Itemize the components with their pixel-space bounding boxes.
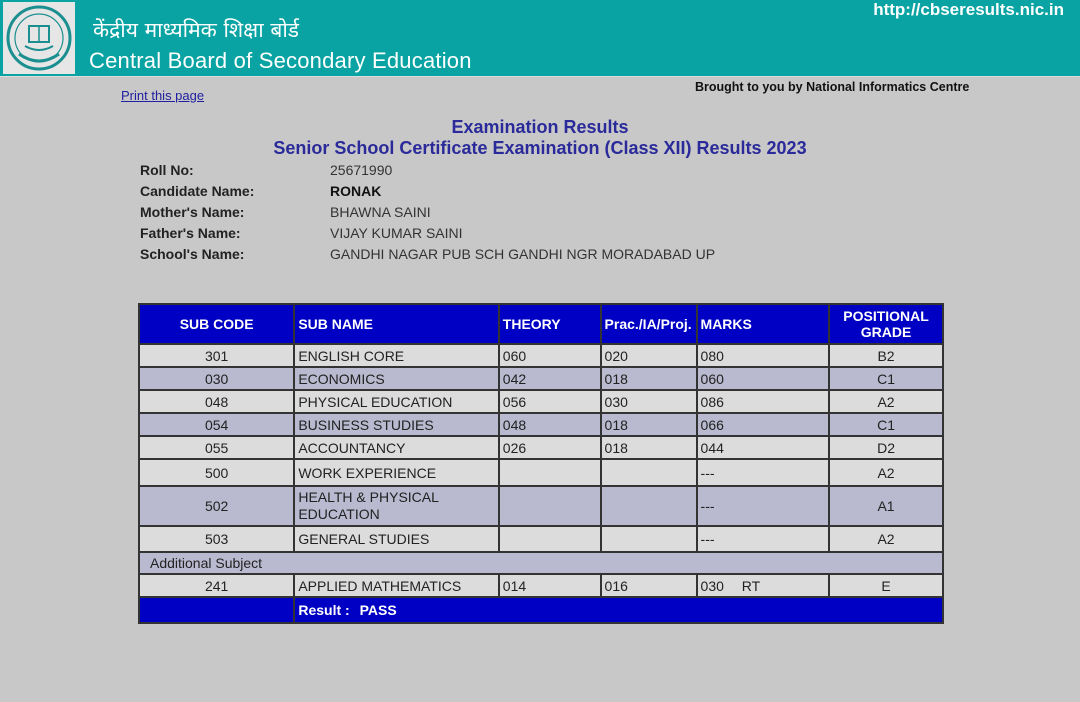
positional-grade: E bbox=[829, 574, 943, 597]
sub-name: PHYSICAL EDUCATION bbox=[294, 390, 498, 413]
positional-grade: C1 bbox=[829, 413, 943, 436]
marks-note: RT bbox=[741, 577, 761, 594]
total-marks: 044 bbox=[697, 436, 830, 459]
theory-marks: 014 bbox=[499, 574, 601, 597]
page-title: Examination Results bbox=[451, 117, 629, 137]
positional-grade: A1 bbox=[829, 486, 943, 526]
theory-marks bbox=[499, 526, 601, 552]
sub-code: 301 bbox=[139, 344, 294, 367]
table-header-row bbox=[139, 304, 943, 344]
theory-marks: 056 bbox=[499, 390, 601, 413]
mother-name: BHAWNA SAINI bbox=[330, 204, 431, 220]
marks-table bbox=[138, 303, 944, 624]
theory-marks: 026 bbox=[499, 436, 601, 459]
positional-grade: D2 bbox=[829, 436, 943, 459]
result-spacer bbox=[139, 597, 294, 623]
total-marks: 030 bbox=[700, 577, 724, 594]
sub-name: ACCOUNTANCY bbox=[294, 436, 498, 459]
info-label: Roll No: bbox=[140, 162, 194, 178]
practical-marks: 018 bbox=[601, 367, 697, 390]
nic-credit: Brought to you by National Informatics Centre bbox=[695, 80, 970, 94]
sub-code: 054 bbox=[139, 413, 294, 436]
result-cell bbox=[294, 597, 943, 623]
board-name-english: Central Board of Secondary Education bbox=[89, 48, 472, 73]
header-sub-code: SUB CODE bbox=[139, 304, 294, 344]
result-row bbox=[139, 597, 943, 623]
table-row bbox=[139, 436, 943, 459]
info-label: Mother's Name: bbox=[140, 204, 245, 220]
total-marks: 080 bbox=[697, 344, 830, 367]
result-value: PASS bbox=[359, 602, 397, 618]
theory-marks bbox=[499, 486, 601, 526]
table-row bbox=[139, 344, 943, 367]
total-marks: --- bbox=[697, 486, 830, 526]
info-label: Candidate Name: bbox=[140, 183, 255, 199]
school-name: GANDHI NAGAR PUB SCH GANDHI NGR MORADABAD UP bbox=[330, 246, 716, 262]
positional-grade: A2 bbox=[829, 390, 943, 413]
header-grade: GRADE bbox=[860, 324, 912, 340]
additional-subject-row bbox=[139, 552, 943, 574]
theory-marks: 048 bbox=[499, 413, 601, 436]
sub-name: ENGLISH CORE bbox=[294, 344, 498, 367]
sub-name: ECONOMICS bbox=[294, 367, 498, 390]
practical-marks bbox=[601, 526, 697, 552]
total-marks: 086 bbox=[697, 390, 830, 413]
result-label: Result : bbox=[298, 602, 350, 618]
positional-grade: B2 bbox=[829, 344, 943, 367]
positional-grade: A2 bbox=[829, 526, 943, 552]
sub-name: HEALTH & PHYSICAL EDUCATION bbox=[294, 486, 498, 526]
header-positional-grade bbox=[829, 304, 943, 344]
cbse-emblem-icon bbox=[3, 2, 75, 74]
practical-marks: 030 bbox=[601, 390, 697, 413]
positional-grade: C1 bbox=[829, 367, 943, 390]
print-page-link[interactable]: Print this page bbox=[121, 88, 205, 103]
sub-name: APPLIED MATHEMATICS bbox=[294, 574, 498, 597]
positional-grade: A2 bbox=[829, 459, 943, 486]
sub-code: 500 bbox=[139, 459, 294, 486]
sub-code: 048 bbox=[139, 390, 294, 413]
site-url: http://cbseresults.nic.in bbox=[873, 0, 1064, 19]
table-row bbox=[139, 390, 943, 413]
additional-subject-label: Additional Subject bbox=[139, 552, 943, 574]
info-label: Father's Name: bbox=[140, 225, 241, 241]
sub-name: BUSINESS STUDIES bbox=[294, 413, 498, 436]
header-theory: THEORY bbox=[499, 304, 601, 344]
sub-name: GENERAL STUDIES bbox=[294, 526, 498, 552]
total-marks: 066 bbox=[697, 413, 830, 436]
total-marks: --- bbox=[697, 459, 830, 486]
table-row bbox=[139, 459, 943, 486]
practical-marks: 016 bbox=[601, 574, 697, 597]
candidate-name: RONAK bbox=[330, 183, 382, 199]
total-marks: 060 bbox=[697, 367, 830, 390]
table-row bbox=[139, 413, 943, 436]
total-marks: --- bbox=[697, 526, 830, 552]
board-name-hindi: केंद्रीय माध्यमिक शिक्षा बोर्ड bbox=[93, 18, 300, 42]
sub-code: 503 bbox=[139, 526, 294, 552]
theory-marks: 060 bbox=[499, 344, 601, 367]
header-sub-name: SUB NAME bbox=[294, 304, 498, 344]
table-row bbox=[139, 367, 943, 390]
header-marks: MARKS bbox=[697, 304, 830, 344]
practical-marks bbox=[601, 486, 697, 526]
sub-code: 055 bbox=[139, 436, 294, 459]
practical-marks: 018 bbox=[601, 436, 697, 459]
theory-marks: 042 bbox=[499, 367, 601, 390]
practical-marks: 018 bbox=[601, 413, 697, 436]
practical-marks bbox=[601, 459, 697, 486]
practical-marks: 020 bbox=[601, 344, 697, 367]
table-row bbox=[139, 526, 943, 552]
sub-name: WORK EXPERIENCE bbox=[294, 459, 498, 486]
site-header bbox=[0, 0, 1080, 77]
table-row bbox=[139, 486, 943, 526]
header-practical: Prac./IA/Proj. bbox=[601, 304, 697, 344]
header-positional: POSITIONAL bbox=[843, 308, 929, 324]
father-name: VIJAY KUMAR SAINI bbox=[330, 225, 463, 241]
roll-number: 25671990 bbox=[330, 162, 393, 178]
sub-code: 030 bbox=[139, 367, 294, 390]
theory-marks bbox=[499, 459, 601, 486]
table-row bbox=[139, 574, 943, 597]
sub-code: 241 bbox=[139, 574, 294, 597]
sub-code: 502 bbox=[139, 486, 294, 526]
total-marks-cell bbox=[697, 574, 830, 597]
info-label: School's Name: bbox=[140, 246, 245, 262]
exam-subtitle: Senior School Certificate Examination (Class XII) Results 2023 bbox=[273, 138, 807, 158]
